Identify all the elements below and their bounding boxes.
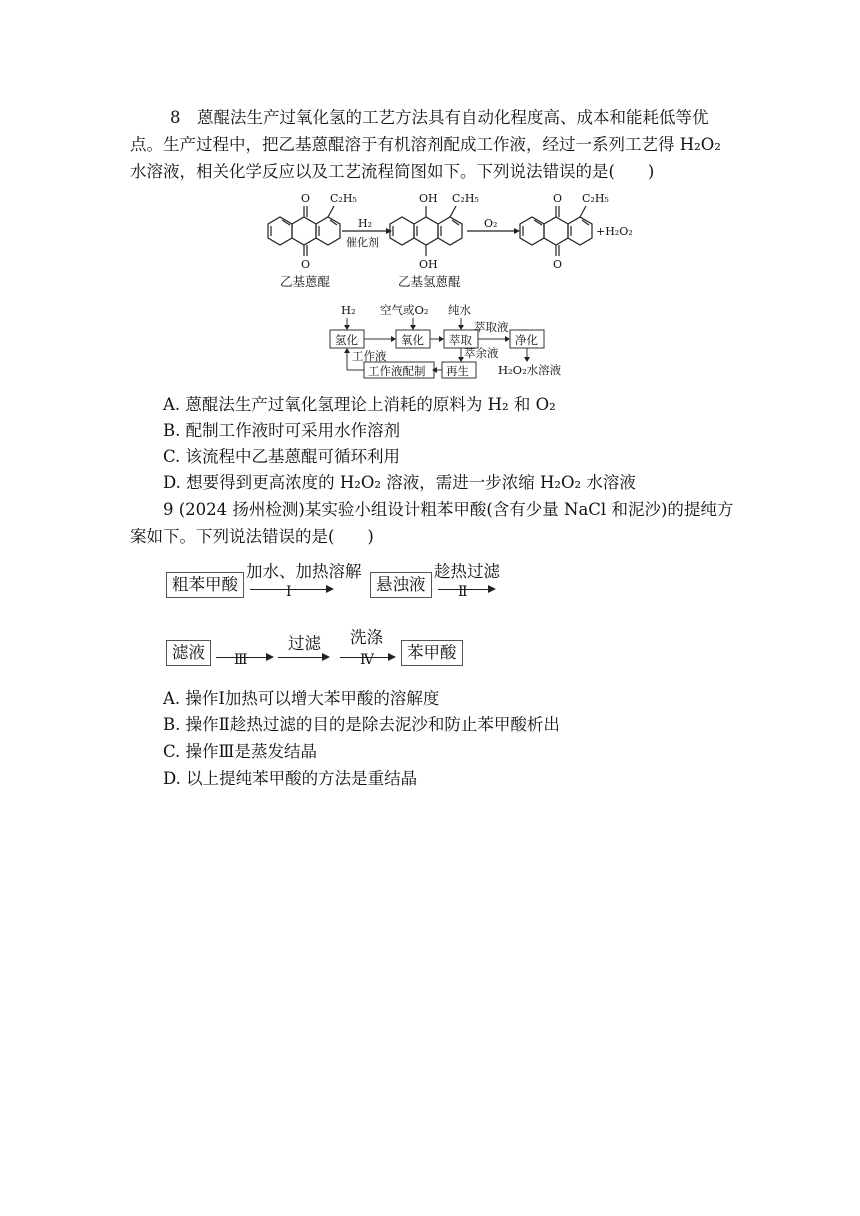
box-benzoic-acid: 苯甲酸 (401, 640, 463, 666)
q8-stem-line1: 8 蒽醌法生产过氧化氢的工艺方法具有自动化程度高、成本和能耗低等优 (170, 108, 709, 127)
arrow2-o2: O₂ (484, 217, 498, 230)
q8-process-flow (328, 300, 578, 384)
box-crude-benzoic-acid: 粗苯甲酸 (166, 572, 244, 598)
mol3-o-top: O (553, 192, 563, 205)
mol3-ethyl: C₂H₅ (582, 192, 609, 205)
q9-option-a: A. 操作Ⅰ加热可以增大苯甲酸的溶解度 (163, 689, 440, 708)
q9-option-d: D. 以上提纯苯甲酸的方法是重结晶 (163, 769, 418, 788)
flow-extraction: 萃取 (449, 333, 472, 347)
roman-2: Ⅱ (458, 584, 468, 600)
mol2-oh-top: OH (419, 192, 438, 205)
step2-label: 趁热过滤 (434, 562, 500, 581)
flow-raffinate: 萃余液 (464, 346, 499, 360)
mol1-ethyl: C₂H₅ (330, 192, 357, 205)
arrow1-h2: H₂ (358, 217, 373, 230)
flow-purification: 净化 (515, 333, 538, 347)
roman-1: Ⅰ (286, 584, 292, 600)
flow-hydrogenation: 氢化 (335, 333, 358, 347)
q8-stem-line3: 水溶液，相关化学反应以及工艺流程简图如下。下列说法错误的是( ) (130, 162, 655, 181)
mol1-o-bottom: O (301, 258, 311, 271)
q9-option-c: C. 操作Ⅲ是蒸发结晶 (163, 742, 317, 761)
flow-h2: H₂ (341, 303, 356, 317)
q8-option-a: A. 蒽醌法生产过氧化氢理论上消耗的原料为 H₂ 和 O₂ (163, 395, 556, 414)
q9-stem-line1: 9 (2024 扬州检测)某实验小组设计粗苯甲酸(含有少量 NaCl 和泥沙)的提纯方 (163, 500, 734, 519)
flow-pure-water: 纯水 (448, 303, 471, 317)
q8-stem-line2: 点。生产过程中，把乙基蒽醌溶于有机溶剂配成工作液，经过一系列工艺得 H₂O₂ (130, 135, 721, 154)
flow-air-or-o2: 空气或O₂ (380, 303, 429, 317)
arrow-filter (278, 657, 328, 658)
roman-4: Ⅳ (360, 652, 374, 668)
arrow1-catalyst: 催化剂 (346, 236, 379, 249)
q8-option-c: C. 该流程中乙基蒽醌可循环利用 (163, 447, 401, 466)
flow-oxidation: 氧化 (401, 333, 424, 347)
flow-extract-liquid: 萃取液 (474, 320, 509, 334)
name-hydroethylanthraquinone: 乙基氢蒽醌 (398, 274, 461, 289)
filter-label: 过滤 (288, 634, 321, 653)
q8-option-d: D. 想要得到更高浓度的 H₂O₂ 溶液，需进一步浓缩 H₂O₂ 水溶液 (163, 473, 636, 492)
box-suspension: 悬浊液 (370, 572, 432, 598)
flow-h2o2-solution: H₂O₂水溶液 (498, 363, 562, 377)
box-filtrate: 滤液 (166, 640, 211, 666)
flow-working-liquid: 工作液 (352, 349, 387, 363)
name-ethylanthraquinone: 乙基蒽醌 (280, 274, 331, 289)
mol2-oh-bottom: OH (419, 258, 438, 271)
wash-label: 洗涤 (350, 628, 383, 647)
step1-label: 加水、加热溶解 (246, 562, 362, 581)
mol1-o-top: O (301, 192, 311, 205)
product-h2o2: +H₂O₂ (596, 225, 633, 238)
q9-option-b: B. 操作Ⅱ趁热过滤的目的是除去泥沙和防止苯甲酸析出 (163, 715, 560, 734)
q8-option-b: B. 配制工作液时可采用水作溶剂 (163, 421, 401, 440)
flow-prep: 工作液配制 (368, 364, 426, 378)
reaction-scheme (262, 188, 682, 294)
flow-regen: 再生 (446, 364, 469, 378)
roman-3: Ⅲ (234, 652, 248, 668)
mol3-o-bottom: O (553, 258, 563, 271)
q9-stem-line2: 案如下。下列说法错误的是( ) (130, 527, 374, 546)
mol2-ethyl: C₂H₅ (452, 192, 479, 205)
